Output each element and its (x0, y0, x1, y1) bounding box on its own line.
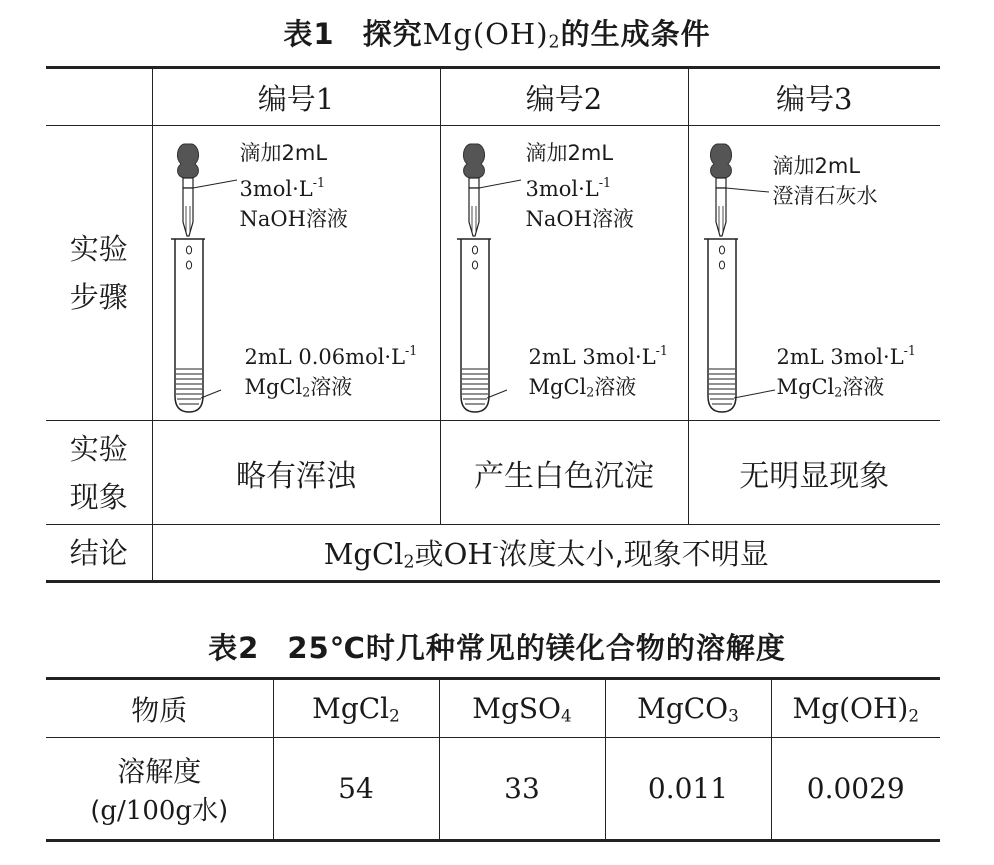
compound-main: MgSO (472, 691, 562, 725)
compound-main: Mg(OH) (792, 691, 909, 725)
header-label: 编号 (776, 81, 835, 116)
solubility-row-label (46, 738, 273, 841)
header-number: 1 (315, 81, 335, 116)
reagent-solution: 溶液 (305, 206, 348, 231)
solubility-value-4 (771, 738, 940, 841)
reagent-line1 (526, 138, 634, 168)
reagent-line1-text: 滴加2mL (525, 141, 614, 165)
pointer-line (479, 180, 521, 188)
pointer-line (193, 180, 237, 188)
dropper (710, 144, 731, 236)
table2 (46, 677, 940, 842)
compound-sub: 2 (908, 705, 919, 726)
conclusion-connector: 或 (414, 537, 444, 571)
tube-solute-sub: 2 (586, 384, 595, 400)
reagent-line3 (240, 204, 348, 234)
table1-header-2 (440, 68, 688, 126)
tube-line1 (529, 336, 668, 372)
compound-header-1 (273, 679, 439, 738)
tube-label-3 (777, 336, 916, 407)
table1-corner-cell (46, 68, 152, 126)
tube-conc: 2mL 3mol·L (528, 344, 656, 369)
header-label: 编号 (257, 81, 316, 116)
formula-sub: 2 (548, 32, 561, 53)
header-label: 编号 (525, 81, 584, 116)
conclusion-text (324, 537, 769, 571)
tube-line2 (245, 372, 418, 408)
solubility-value-3 (605, 738, 771, 841)
table2-title-label: 表2 (208, 631, 260, 665)
tube-line1 (245, 336, 418, 372)
header-number: 3 (834, 81, 853, 116)
table2-header-row (46, 679, 940, 738)
reagent-line1-text: 滴加2mL (239, 141, 328, 165)
solubility-value: 33 (504, 772, 540, 805)
reagent-conc-sup: -1 (312, 175, 326, 190)
compound-header-4 (771, 679, 940, 738)
tube-solute: MgCl (244, 374, 303, 399)
conclusion-ion: OH (443, 537, 493, 571)
table1-header-1 (152, 68, 440, 126)
reagent-line1 (773, 151, 878, 181)
tube-line2 (777, 372, 916, 408)
compound-sub: 3 (728, 705, 739, 726)
row-label-line1: 实验 (69, 431, 128, 466)
tube-conc-sup: -1 (655, 343, 668, 358)
table1-title-label: 表1 (283, 17, 335, 51)
dropper (177, 144, 198, 236)
reagent-line2 (773, 181, 878, 211)
conclusion-ion-sup: - (492, 536, 499, 557)
pointer-line (734, 390, 775, 398)
unit-water: 水 (192, 796, 219, 826)
table1 (46, 66, 940, 583)
pointer-line (487, 390, 507, 398)
reagent-solution: 溶液 (591, 206, 634, 231)
paren-open: ( (90, 796, 101, 826)
pointer-line (726, 188, 769, 192)
row-label-line2: 现象 (69, 479, 128, 514)
observation-row-label (46, 421, 152, 525)
tube-solute: MgCl (528, 374, 587, 399)
observation-text: 略有浑浊 (236, 458, 356, 494)
test-tube (704, 239, 738, 412)
table1-title-suffix: 的生成条件 (560, 17, 711, 51)
conclusion-rest: 浓度太小,现象不明显 (498, 537, 769, 571)
row-label-line1: 溶解度 (117, 755, 202, 788)
solubility-value: 0.011 (647, 772, 729, 805)
header-label: 物质 (131, 693, 188, 727)
reagent-label-1 (240, 138, 348, 234)
conclusion-formula-sub: 2 (403, 552, 415, 573)
reagent-line3 (526, 204, 634, 234)
observation-cell-2 (440, 421, 688, 525)
table1-conclusion-row (46, 525, 940, 582)
tube-solute: MgCl (776, 374, 835, 399)
tube-label-1 (245, 336, 418, 407)
table2-value-row (46, 738, 940, 841)
conclusion-row-label (46, 525, 152, 582)
row-label-line2: 步骤 (69, 280, 128, 314)
reagent-name: NaOH (239, 206, 306, 231)
tube-line2 (529, 372, 668, 408)
observation-text: 产生白色沉淀 (474, 458, 654, 494)
observation-cell-3 (688, 421, 940, 525)
tube-solution: 溶液 (842, 374, 885, 399)
reagent-label-3 (773, 151, 878, 211)
tube-conc-sup: -1 (903, 343, 916, 358)
conclusion-cell (152, 525, 940, 582)
reagent-line2 (240, 168, 348, 204)
table2-header-label (46, 679, 273, 738)
row-label-line1: 实验 (69, 232, 128, 266)
table1-title (0, 12, 994, 53)
reagent-line2 (526, 168, 634, 204)
test-tube (171, 239, 205, 412)
reagent-conc: 3mol·L (525, 176, 599, 201)
tube-solution: 溶液 (594, 374, 637, 399)
conclusion-formula: MgCl (323, 537, 404, 571)
reagent-name: 澄清石灰水 (772, 184, 878, 208)
step-cell-1 (152, 126, 440, 421)
table1-observation-row (46, 421, 940, 525)
table1-steps-row (46, 126, 940, 421)
solubility-value: 54 (338, 772, 374, 805)
tube-solute-sub: 2 (834, 384, 843, 400)
table2-title-text: 25℃时几种常见的镁化合物的溶解度 (287, 631, 786, 665)
table1-title-formula (423, 17, 561, 51)
compound-sub: 4 (561, 705, 572, 726)
tube-conc-sup: -1 (405, 343, 418, 358)
compound-main: MgCl (312, 691, 390, 725)
dropper (463, 144, 484, 236)
reagent-name: NaOH (525, 206, 592, 231)
paren-close: ) (218, 796, 229, 826)
unit-text: g/100g (100, 796, 193, 826)
pointer-line (201, 390, 221, 398)
table1-header-row (46, 68, 940, 126)
solubility-value-1 (273, 738, 439, 841)
tube-line1 (777, 336, 916, 372)
reagent-conc-sup: -1 (598, 175, 612, 190)
reagent-line1 (240, 138, 348, 168)
solubility-value-2 (439, 738, 605, 841)
compound-header-3 (605, 679, 771, 738)
tube-conc: 2mL 3mol·L (776, 344, 904, 369)
table2-title (0, 626, 994, 667)
tube-solution: 溶液 (310, 374, 353, 399)
compound-header-2 (439, 679, 605, 738)
reagent-conc: 3mol·L (239, 176, 313, 201)
table1-title-text: 探究 (362, 17, 423, 51)
formula-main: Mg(OH) (422, 17, 549, 51)
compound-sub: 2 (389, 705, 400, 726)
row-label-line2 (46, 790, 273, 827)
step-cell-3 (688, 126, 940, 421)
tube-label-2 (529, 336, 668, 407)
solubility-value: 0.0029 (806, 772, 905, 805)
header-number: 2 (583, 81, 603, 116)
reagent-label-2 (526, 138, 634, 234)
step-cell-2 (440, 126, 688, 421)
steps-row-label (46, 126, 152, 421)
compound-main: MgCO (637, 691, 729, 725)
tube-solute-sub: 2 (302, 384, 311, 400)
test-tube (457, 239, 491, 412)
table1-header-3 (688, 68, 940, 126)
observation-cell-1 (152, 421, 440, 525)
tube-conc: 2mL 0.06mol·L (244, 344, 406, 369)
reagent-line1-text: 滴加2mL (772, 154, 861, 178)
row-label: 结论 (69, 535, 128, 570)
observation-text: 无明显现象 (739, 458, 890, 494)
